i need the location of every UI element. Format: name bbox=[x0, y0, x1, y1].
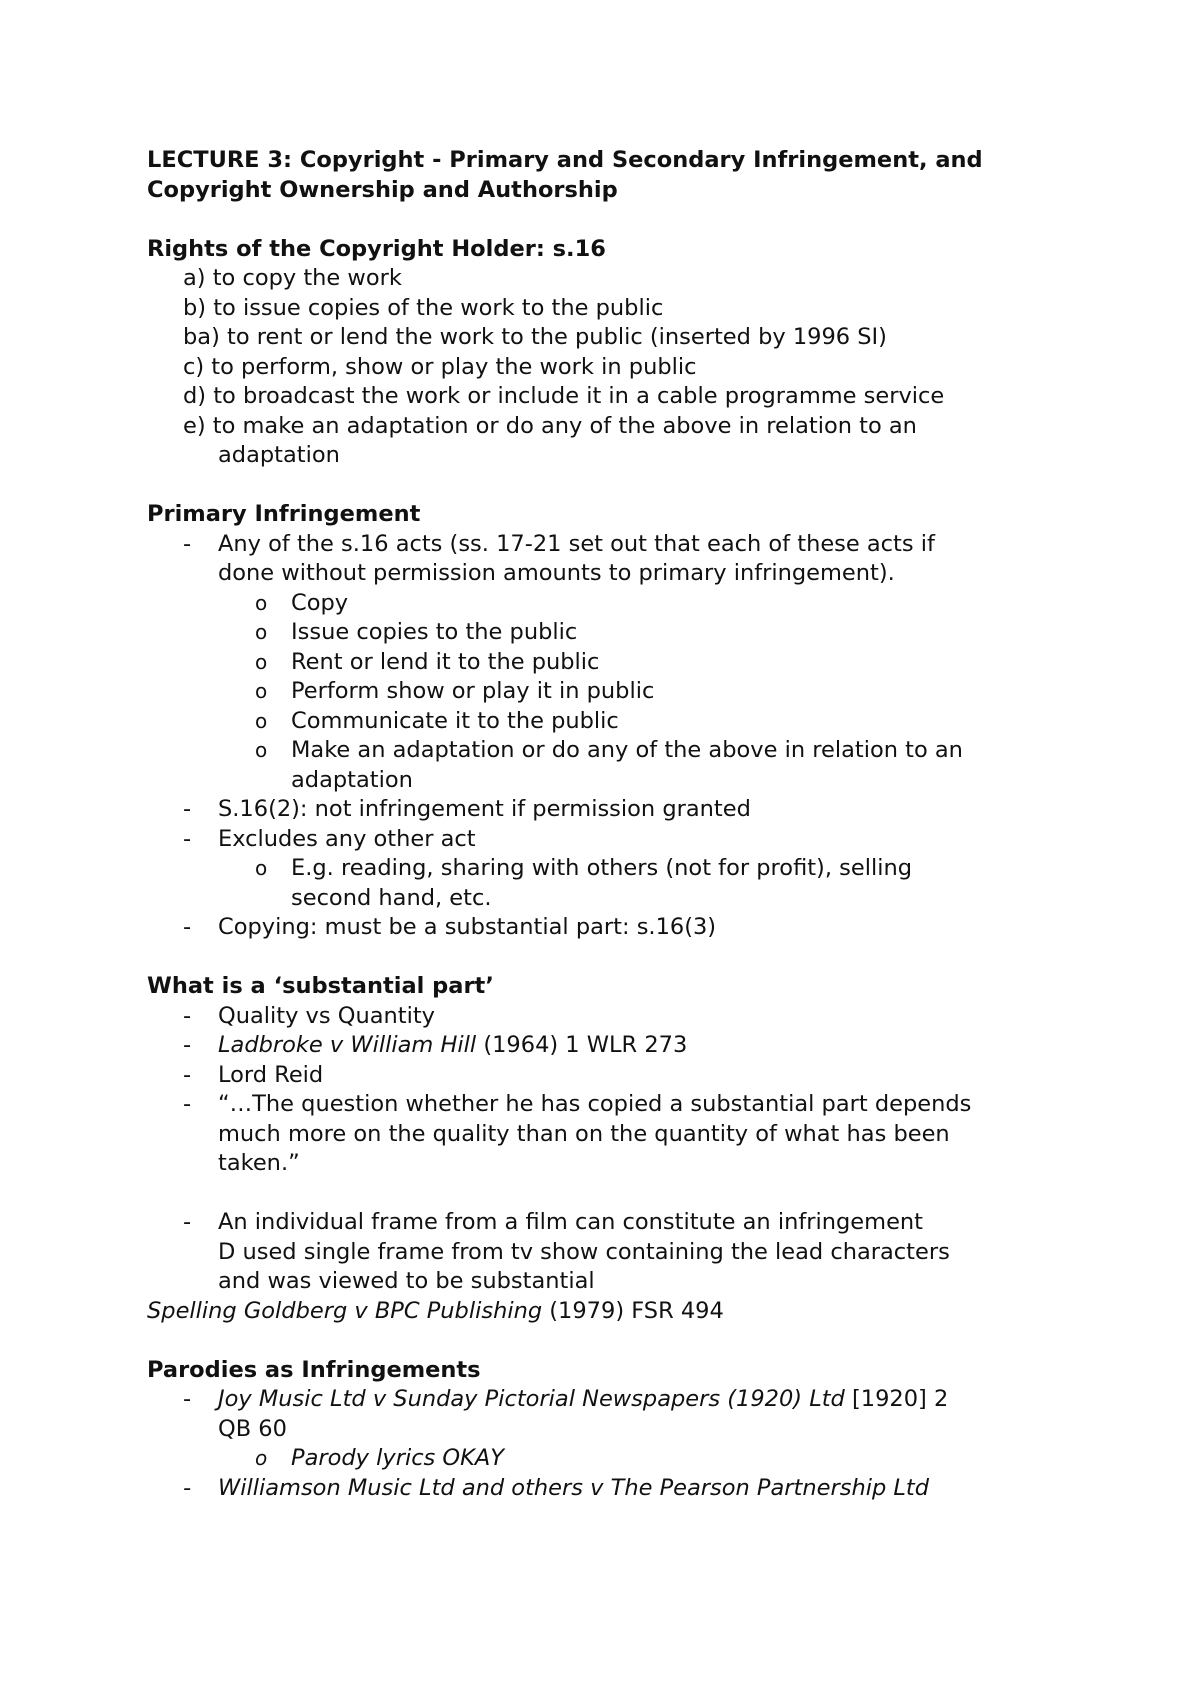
spacer bbox=[147, 471, 1077, 501]
rights-item-e-continued: adaptation bbox=[218, 442, 340, 468]
primary-bullet-2: - S.16(2): not infringement if permission granted bbox=[147, 795, 1077, 825]
substantial-bullet-5-continued-1: D used single frame from tv show containing the lead characters bbox=[218, 1238, 950, 1265]
rights-heading: Rights of the Copyright Holder: s.16 bbox=[147, 235, 606, 262]
case-citation: (1964) 1 WLR 273 bbox=[476, 1032, 688, 1058]
primary-act-adaptation-continued: adaptation bbox=[291, 766, 413, 793]
rights-item-d: d) to broadcast the work or include it in a cable programme service bbox=[183, 383, 945, 409]
document-page bbox=[147, 146, 1077, 1503]
case-name: Spelling Goldberg v BPC Publishing bbox=[147, 1297, 543, 1324]
substantial-case-reference bbox=[147, 1297, 1077, 1327]
primary-bullet-1: - Any of the s.16 acts (ss. 17-21 set out that each of these acts if bbox=[147, 530, 1077, 560]
spacer bbox=[147, 1326, 1077, 1356]
parodies-bullet-1-continued: QB 60 bbox=[218, 1415, 287, 1442]
rights-item-b: b) to issue copies of the work to the public bbox=[183, 294, 664, 321]
primary-bullet-3-sub-continued: second hand, etc. bbox=[291, 884, 492, 911]
substantial-bullet-2 bbox=[147, 1031, 1077, 1061]
rights-item-c: c) to perform, show or play the work in public bbox=[183, 353, 697, 380]
primary-act-rent: o Rent or lend it to the public bbox=[147, 648, 1077, 678]
parodies-bullet-2: - Williamson Music Ltd and others v The Pearson Partnership Ltd bbox=[147, 1474, 1077, 1504]
primary-act-communicate: o Communicate it to the public bbox=[147, 707, 1077, 737]
substantial-bullet-4-continued-2: taken.” bbox=[218, 1150, 300, 1176]
parodies-heading: Parodies as Infringements bbox=[147, 1356, 481, 1383]
primary-act-perform: o Perform show or play it in public bbox=[147, 677, 1077, 707]
substantial-bullet-4: - “…The question whether he has copied a substantial part depends bbox=[147, 1090, 1077, 1120]
substantial-bullet-5-continued-2: and was viewed to be substantial bbox=[218, 1268, 595, 1294]
parodies-bullet-1 bbox=[147, 1385, 1077, 1415]
substantial-bullet-5: - An individual frame from a film can constitute an infringement bbox=[147, 1208, 1077, 1238]
primary-act-issue: o Issue copies to the public bbox=[147, 618, 1077, 648]
rights-item-e: e) to make an adaptation or do any of the above in relation to an bbox=[183, 412, 917, 439]
lecture-title-line-2: Copyright Ownership and Authorship bbox=[147, 176, 618, 203]
primary-act-adaptation: o Make an adaptation or do any of the above in relation to an bbox=[147, 736, 1077, 766]
primary-bullet-3-sub: o E.g. reading, sharing with others (not for profit), selling bbox=[147, 854, 1077, 884]
case-name: Joy Music Ltd v Sunday Pictorial Newspapers (1920) Ltd bbox=[218, 1386, 845, 1412]
rights-item-a: a) to copy the work bbox=[183, 265, 402, 291]
case-name: Ladbroke v William Hill bbox=[218, 1032, 477, 1058]
substantial-bullet-4-continued-1: much more on the quality than on the quantity of what has been bbox=[218, 1120, 950, 1147]
parodies-bullet-1-sub: o Parody lyrics OKAY bbox=[147, 1444, 1077, 1474]
substantial-bullet-3: - Lord Reid bbox=[147, 1061, 1077, 1091]
spacer bbox=[147, 205, 1077, 235]
spacer bbox=[147, 943, 1077, 973]
substantial-heading: What is a ‘substantial part’ bbox=[147, 973, 494, 999]
primary-bullet-4: - Copying: must be a substantial part: s.16(3) bbox=[147, 913, 1077, 943]
primary-bullet-1-continued: done without permission amounts to primary infringement). bbox=[218, 560, 895, 586]
case-citation: [1920] 2 bbox=[844, 1386, 949, 1412]
case-citation: (1979) FSR 494 bbox=[542, 1297, 724, 1324]
primary-bullet-3: - Excludes any other act bbox=[147, 825, 1077, 855]
lecture-title-line-1: LECTURE 3: Copyright - Primary and Secondary Infringement, and bbox=[147, 147, 983, 173]
primary-act-copy: o Copy bbox=[147, 589, 1077, 619]
substantial-bullet-1: - Quality vs Quantity bbox=[147, 1002, 1077, 1032]
spacer bbox=[147, 1179, 1077, 1209]
primary-heading: Primary Infringement bbox=[147, 501, 421, 527]
rights-item-ba: ba) to rent or lend the work to the public (inserted by 1996 SI) bbox=[183, 324, 887, 350]
